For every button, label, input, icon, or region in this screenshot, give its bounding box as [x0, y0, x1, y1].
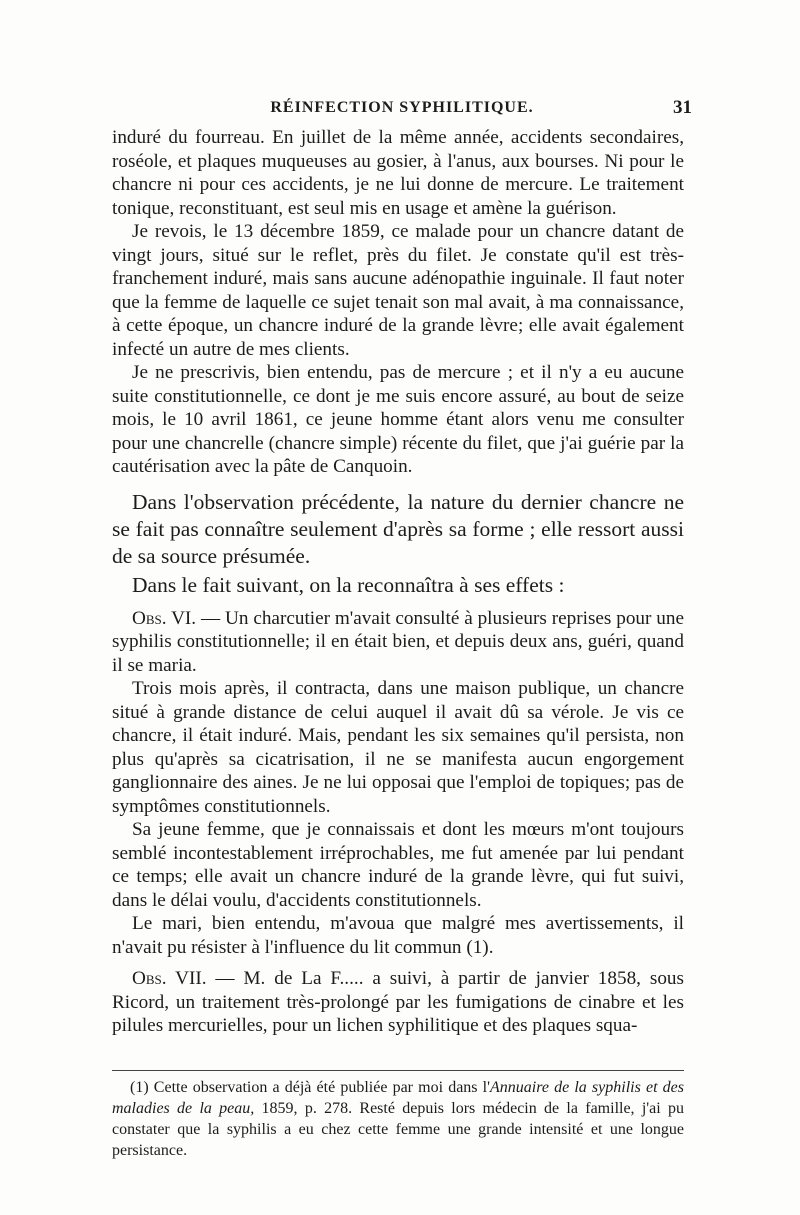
- observation-label: Obs. VII.: [132, 968, 207, 989]
- footnote: [112, 1077, 684, 1161]
- large-paragraph: Dans l'observation précédente, la nature du dernier chancre ne se fait pas connaître seulement d'après sa forme ; elle ressort aussi de sa source présumée.: [112, 489, 684, 568]
- observation-text: — M. de La F..... a suivi, à partir de janvier 1858, sous Ricord, un traitement très-prolongé par les fumigations de cinabre et les pilules mercurielles, pour un lichen syphilitique et des plaques squa-: [112, 968, 684, 1036]
- footnote-divider: [112, 1070, 684, 1071]
- page-header: [112, 99, 692, 121]
- paragraph: Je ne prescrivis, bien entendu, pas de mercure ; et il n'y a eu aucune suite constitutionnelle, ce dont je me suis encore assuré, au bout de seize mois, le 10 avril 1861, ce jeune homme étant alors venu me consulter pour une chancrelle (chancre simple) récente du filet, que j'ai guérie par la cautérisation avec la pâte de Canquoin.: [112, 362, 684, 477]
- paragraph: Le mari, bien entendu, m'avoua que malgré mes avertissements, il n'avait pu résister à l'influence du lit commun (1).: [112, 913, 684, 958]
- paragraph: Je revois, le 13 décembre 1859, ce malade pour un chancre datant de vingt jours, situé sur le reflet, près du filet. Je constate qu'il est très-franchement induré, mais sans aucune adénopathie inguinale. Il faut noter que la femme de laquelle ce sujet tenait son mal avait, à ma connaissance, à cette époque, un chancre induré de la grande lèvre; elle avait également infecté un autre de mes clients.: [112, 221, 684, 360]
- page-number: 31: [673, 97, 692, 118]
- large-paragraph: Dans le fait suivant, on la reconnaîtra à ses effets :: [132, 572, 565, 597]
- footnote-journal-title: Annuaire de la syphilis et des maladies de la peau,: [112, 1079, 684, 1117]
- footnote-text-start: (1) Cette observation a déjà été publiée par moi dans l': [130, 1079, 490, 1096]
- observation-vii: [112, 967, 684, 1038]
- paragraph: Trois mois après, il contracta, dans une maison publique, un chancre situé à grande distance de celui auquel il avait dû sa vérole. Je vis ce chancre, il était induré. Mais, pendant les six semaines qu'il persista, non plus qu'après sa cicatrisation, il ne se manifesta aucun engorgement ganglionnaire des aines. Je ne lui opposai que l'emploi de topiques; pas de symptômes constitutionnels.: [112, 678, 684, 817]
- page-body: [112, 126, 684, 1038]
- paragraph: Sa jeune femme, que je connaissais et dont les mœurs m'ont toujours semblé incontestablement irréprochables, me fut amenée par lui pendant ce temps; elle avait un chancre induré de la grande lèvre, qui fut suivi, dans le délai voulu, d'accidents constitutionnels.: [112, 819, 684, 911]
- observation-label: Obs. VI.: [132, 607, 197, 629]
- observation-vi: [112, 607, 684, 678]
- observation-text: — Un charcutier m'avait consulté à plusieurs reprises pour une syphilis constitutionnelle; il en était bien, et depuis deux ans, guéri, quand il se maria.: [112, 607, 684, 676]
- paragraph: induré du fourreau. En juillet de la même année, accidents secondaires, roséole, et plaques muqueuses au gosier, à l'anus, aux bourses. Ni pour le chancre ni pour ces accidents, je ne lui donne de mercure. Le traitement tonique, reconstituant, est seul mis en usage et amène la guérison.: [112, 127, 684, 219]
- footnote-text-end: 1859, p. 278. Resté depuis lors médecin de la famille, j'ai pu constater que la syphilis a eu chez cette femme une grande intensité et une longue persistance.: [112, 1100, 684, 1159]
- running-head: RÉINFECTION SYPHILITIQUE.: [270, 99, 534, 116]
